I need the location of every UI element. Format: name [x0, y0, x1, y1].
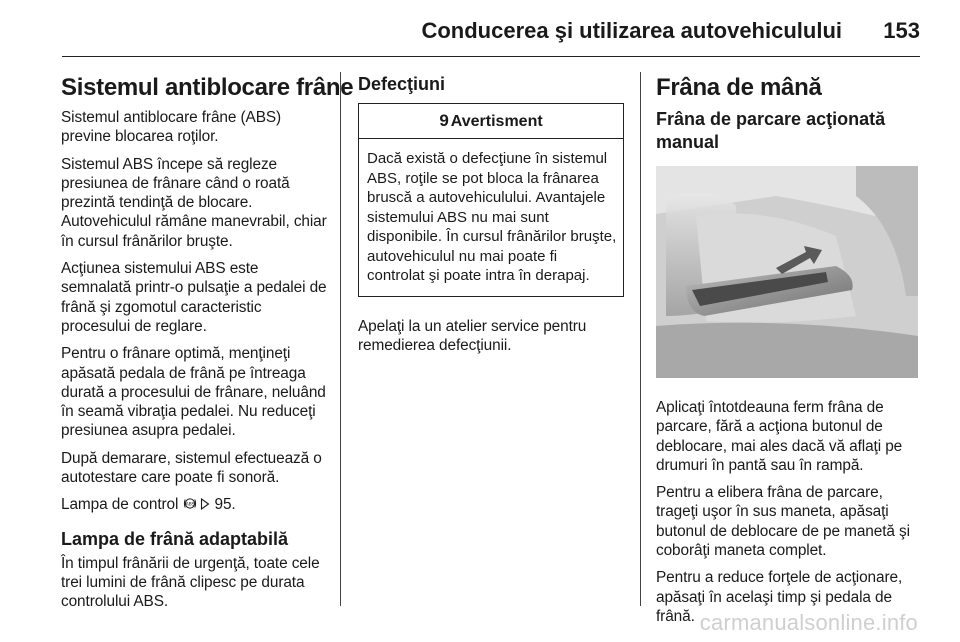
paragraph: Sistemul antiblocare frâne (ABS) previne blocarea roţilor.	[61, 109, 282, 146]
paragraph: În timpul frânării de urgenţă, toate cele trei lumini de frână clipesc pe durata controlului ABS.	[61, 554, 320, 611]
warning-title: Avertisment	[450, 113, 543, 130]
warning-box	[358, 103, 624, 297]
column-handbrake	[656, 74, 926, 634]
paragraph: Pentru o frânare optimă, menţineţi apăsată pedala de frână pe întreaga durată a procesului de frânare, neluând în seamă vibraţia pedalei. Nu reduceţi presiunea asupra pedalei.	[61, 345, 326, 440]
warning-triangle-icon: 9	[439, 111, 449, 130]
paragraph: Apelaţi la un atelier service pentru remedierea defecţiunii.	[358, 317, 587, 354]
lamp-label: Lampa de control	[61, 496, 179, 514]
warning-text: Dacă există o defecţiune în sistemul ABS, roţile se pot bloca la frânarea bruscă a autovehiculului. Avantajele sistemului ABS nu mai sunt disponibile. În cursul frânărilor bruşte, autovehiculul nu mai poate fi controlat şi poate intra în derapaj.	[367, 150, 617, 284]
paragraph: Acţiunea sistemului ABS este semnalată printr-o pulsaţie a pedalei de frână şi zgomotul caracteristic procesului de reglare.	[61, 260, 327, 335]
section-title-abs: Sistemul antiblocare frâne	[61, 74, 354, 101]
chapter-title: Conducerea şi utilizarea autovehiculului	[421, 18, 842, 43]
column-divider	[640, 72, 641, 606]
watermark: carmanualsonline.info	[699, 610, 918, 635]
paragraph: Aplicaţi întotdeauna ferm frâna de parcare, fără a acţiona butonul de deblocare, mai ales dacă vă aflaţi pe drumuri în pantă sau în rampă.	[656, 399, 903, 474]
column-faults	[358, 74, 624, 363]
warning-header	[359, 104, 623, 139]
lamp-reference	[61, 495, 331, 514]
column-abs	[61, 74, 354, 620]
paragraph: Pentru a elibera frâna de parcare, trageţi uşor în sus maneta, apăsaţi butonul de deblocare de pe manetă şi coborâţi maneta complet.	[656, 484, 910, 560]
header-rule	[62, 56, 920, 57]
subsection-title-brake-light: Lampa de frână adaptabilă	[61, 528, 289, 549]
page-ref-arrow-icon	[200, 496, 214, 513]
page-number: 153	[883, 18, 920, 43]
abs-lamp-icon	[183, 496, 201, 512]
paragraph: După demarare, sistemul efectuează o autotestare care poate fi sonoră.	[61, 449, 322, 487]
svg-text:ABS: ABS	[185, 502, 194, 508]
handbrake-photo	[656, 166, 918, 378]
subsection-title-manual-brake: Frâna de parcare acţionată manual	[656, 109, 886, 152]
page-header	[0, 0, 960, 62]
lamp-page-ref[interactable]: 95.	[214, 496, 236, 514]
column-divider	[340, 72, 341, 606]
section-title-faults: Defecţiuni	[358, 74, 446, 94]
section-title-handbrake: Frâna de mână	[656, 74, 822, 101]
paragraph: Pentru a reduce forţele de acţionare, apăsaţi în acelaşi timp şi pedala de frână.	[656, 569, 903, 625]
paragraph: Sistemul ABS începe să regleze presiunea de frânare când o roată prezintă tendinţă de blocare. Autovehiculul rămâne manevrabil, chiar în cursul frânărilor bruşte.	[61, 155, 327, 250]
